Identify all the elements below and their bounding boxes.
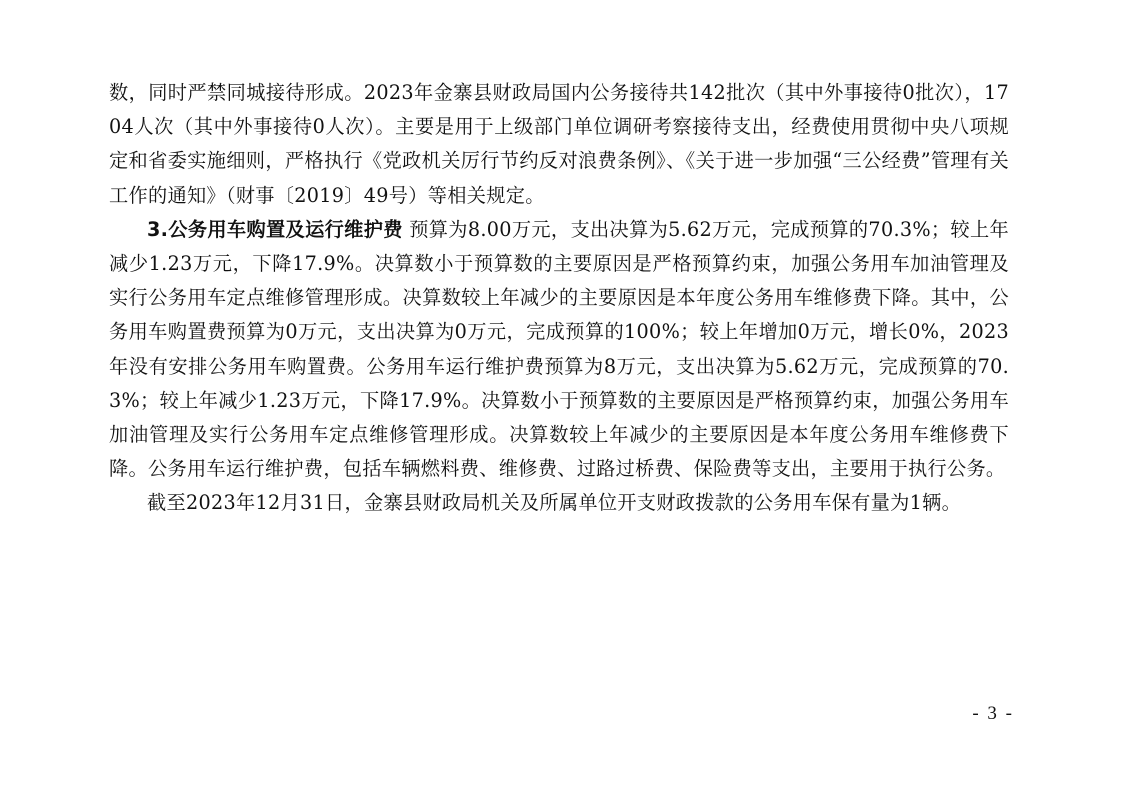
paragraph-text: 截至2023年12月31日，金寨县财政局机关及所属单位开支财政拨款的公务用车保有量为1辆。: [147, 491, 962, 515]
paragraph-text: 预算为8.00万元，支出决算为5.62万元，完成预算的70.3%；较上年减少1.23万元，下降17.9%。决算数小于预算数的主要原因是严格预算约束，加强公务用车加油管理及实行公务用车定点维修管理形成。决算数较上年减少的主要原因是本年度公务用车维修费下降。其中，公务用车购置费预算为0万元，支出决算为0万元，完成预算的100%；较上年增加0万元，增长0%，2023年没有安排公务用车购置费。公务用车运行维护费预算为8万元，支出决算为5.62万元，完成预算的70.3%；较上年减少1.23万元，下降17.9%。决算数小于预算数的主要原因是严格预算约束，加强公务用车加油管理及实行公务用车定点维修管理形成。决算数较上年减少的主要原因是本年度公务用车维修费下降。公务用车运行维护费，包括车辆燃料费、维修费、过路过桥费、保险费等支出，主要用于执行公务。: [109, 217, 1009, 481]
paragraph-text: 数，同时严禁同城接待形成。2023年金寨县财政局国内公务接待共142批次（其中外事接待0批次），1704人次（其中外事接待0人次）。主要是用于上级部门单位调研考察接待支出，经费使用贯彻中央八项规定和省委实施细则，严格执行《党政机关厉行节约反对浪费条例》、《关于进一步加强“三公经费”管理有关工作的通知》（财事〔2019〕49号）等相关规定。: [109, 81, 1009, 207]
page-number: - 3 -: [972, 703, 1014, 724]
paragraph-vehicle-count: [109, 486, 1009, 520]
paragraph-vehicle-expenses: [109, 213, 1009, 487]
document-body: [109, 76, 1009, 521]
section-heading: 3.公务用车购置及运行维护费: [147, 217, 403, 241]
paragraph-reception-continued: [109, 76, 1009, 213]
